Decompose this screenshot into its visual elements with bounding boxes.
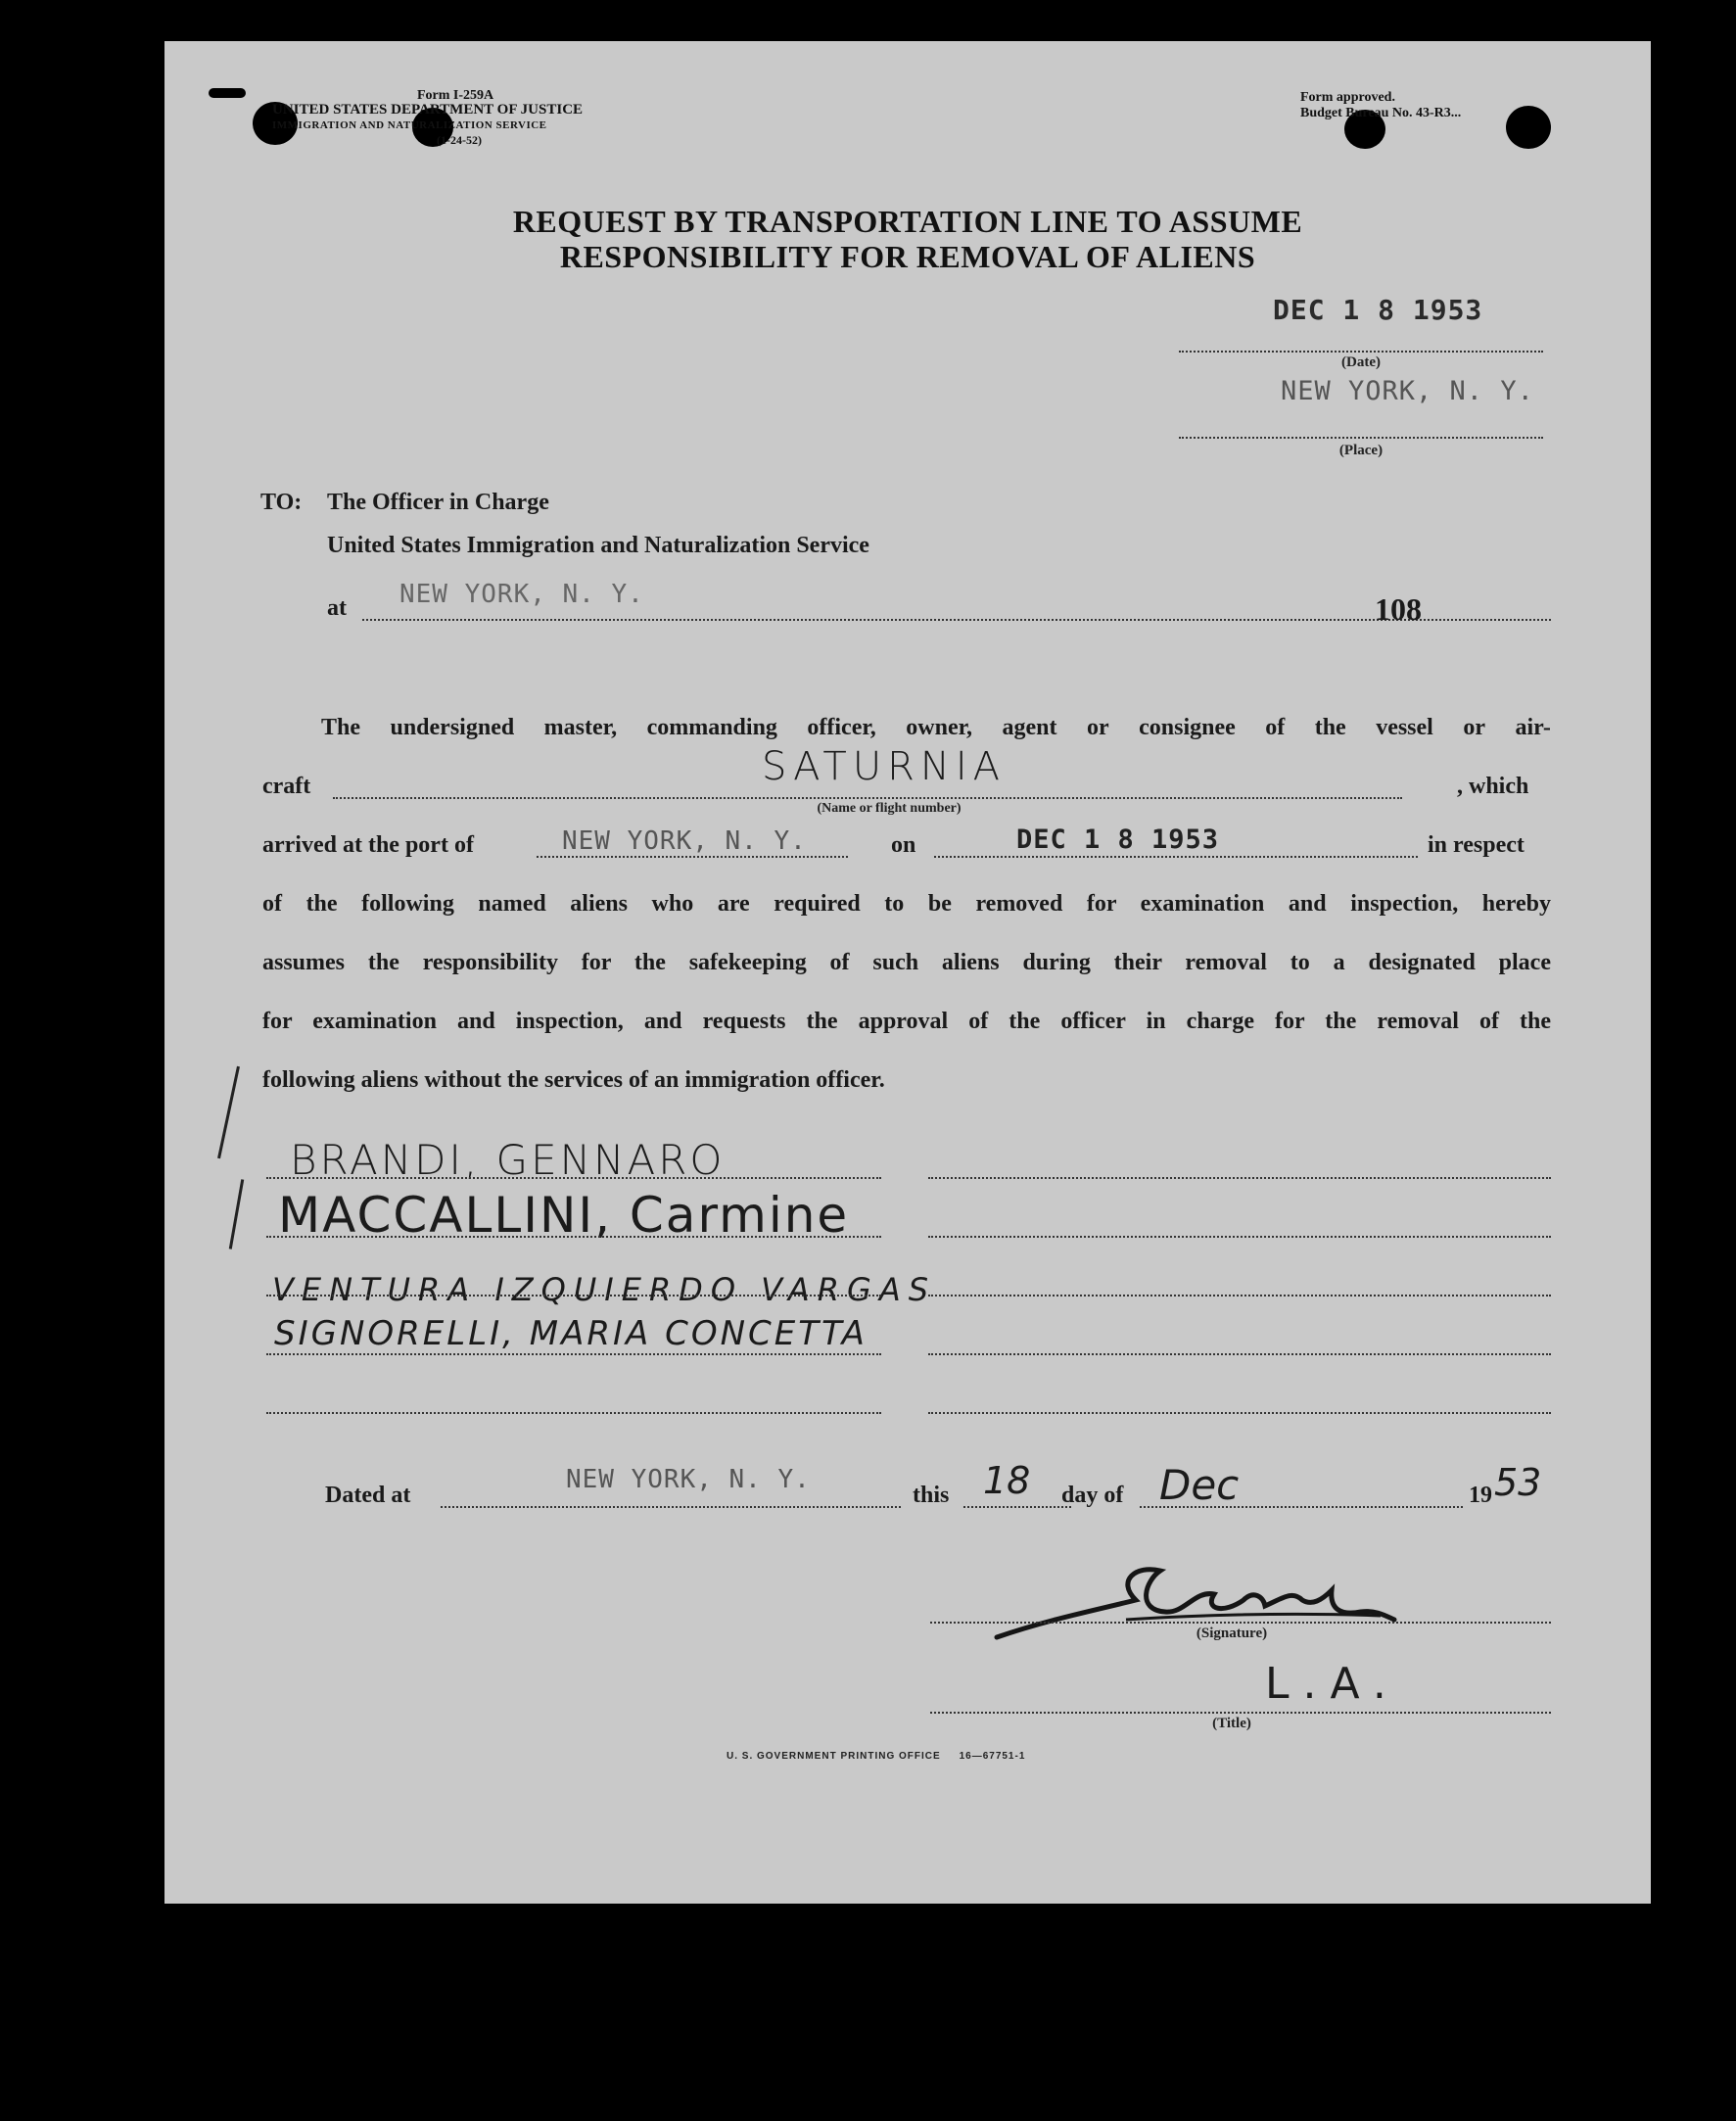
paragraph-line1-word: consignee bbox=[1139, 715, 1236, 740]
punch-hole-right bbox=[1506, 106, 1551, 149]
name-line-left-3 bbox=[266, 1295, 881, 1296]
signature-caption: (Signature) bbox=[1196, 1626, 1268, 1641]
which-label: , which bbox=[1457, 774, 1529, 799]
arrived-label: arrived at the port of bbox=[262, 832, 474, 858]
paragraph-line1-word: The bbox=[321, 715, 361, 740]
alien-name-4: SIGNORELLI, MARIA CONCETTA bbox=[274, 1314, 868, 1353]
at-place-stamp: NEW YORK, N. Y. bbox=[399, 580, 644, 609]
name-line-right-4 bbox=[928, 1353, 1551, 1355]
place-caption: (Place) bbox=[1338, 443, 1384, 458]
at-line bbox=[362, 619, 1551, 621]
to-label: TO: bbox=[260, 490, 303, 515]
alien-name-2: MACCALLINI, Carmine bbox=[278, 1187, 850, 1244]
port-line bbox=[537, 856, 848, 858]
margin-tick-1 bbox=[217, 1066, 240, 1159]
month-value: Dec bbox=[1159, 1461, 1240, 1509]
paragraph-line1-word: the bbox=[1314, 715, 1346, 740]
name-line-left-4 bbox=[266, 1353, 881, 1355]
paragraph-line1-word: undersigned bbox=[390, 715, 515, 740]
name-line-right-3 bbox=[928, 1295, 1551, 1296]
vessel-caption: (Name or flight number) bbox=[817, 801, 962, 816]
date-line bbox=[1179, 351, 1543, 353]
this-label: this bbox=[913, 1483, 950, 1508]
place-stamp: NEW YORK, N. Y. bbox=[1281, 376, 1534, 406]
printing-office-note: U. S. GOVERNMENT PRINTING OFFICE 16—67751-1 bbox=[727, 1751, 1026, 1762]
dated-at-label: Dated at bbox=[325, 1483, 411, 1508]
paragraph-line6: for examination and inspection, and requests the approval of the officer in charge for the removal of the bbox=[262, 1009, 1551, 1034]
title-caption: (Title) bbox=[1212, 1716, 1251, 1731]
department-name: UNITED STATES DEPARTMENT OF JUSTICE bbox=[272, 102, 584, 118]
day-line bbox=[963, 1506, 1071, 1508]
on-label: on bbox=[891, 832, 916, 858]
place-line bbox=[1179, 437, 1543, 439]
port-stamp: NEW YORK, N. Y. bbox=[562, 826, 807, 856]
paragraph-line1-word: commanding bbox=[646, 715, 777, 740]
vessel-line bbox=[333, 797, 1402, 799]
margin-tick-2 bbox=[229, 1179, 244, 1249]
paragraph-line1-word: officer, bbox=[807, 715, 876, 740]
at-label: at bbox=[327, 595, 347, 621]
budget-bureau-number: Budget Bureau No. 43-R3... bbox=[1300, 106, 1462, 120]
paragraph-line5: assumes the responsibility for the safekeeping of such aliens during their removal to a designated place bbox=[262, 950, 1551, 975]
paragraph-line4: of the following named aliens who are required to be removed for examination and inspection, hereby bbox=[262, 891, 1551, 917]
paragraph-line1-word: air- bbox=[1515, 715, 1551, 740]
name-line-left-5 bbox=[266, 1412, 881, 1414]
name-line-left-1 bbox=[266, 1177, 881, 1179]
form-edition: (1-24-52) bbox=[437, 133, 482, 147]
paragraph-line1-word: or bbox=[1463, 715, 1485, 740]
arrival-date-line bbox=[934, 856, 1418, 858]
paragraph-line1-word: master, bbox=[543, 715, 618, 740]
paragraph-line1-word: agent bbox=[1002, 715, 1057, 740]
name-line-left-2 bbox=[266, 1236, 881, 1238]
respect-label: in respect bbox=[1428, 832, 1525, 858]
paragraph-line7: following aliens without the services of an immigration officer. bbox=[262, 1067, 885, 1093]
paragraph-line1-word: owner, bbox=[906, 715, 973, 740]
paragraph-line1-word: of bbox=[1265, 715, 1286, 740]
office-number: 108 bbox=[1375, 591, 1422, 627]
addressee-line2: United States Immigration and Naturalization Service bbox=[327, 533, 869, 558]
arrival-date-stamp: DEC 1 8 1953 bbox=[1016, 825, 1220, 855]
form-title-line1: REQUEST BY TRANSPORTATION LINE TO ASSUME bbox=[512, 204, 1303, 239]
service-name: IMMIGRATION AND NATURALIZATION SERVICE bbox=[272, 119, 547, 131]
paragraph-line1 bbox=[321, 715, 1551, 741]
paragraph-line1-word: or bbox=[1086, 715, 1109, 740]
vessel-name: SATURNIA bbox=[762, 744, 1006, 789]
day-value: 18 bbox=[983, 1459, 1031, 1502]
name-line-right-2 bbox=[928, 1236, 1551, 1238]
dated-place-stamp: NEW YORK, N. Y. bbox=[566, 1465, 811, 1494]
alien-name-1: BRANDI, GENNARO bbox=[290, 1136, 726, 1184]
form-approved: Form approved. bbox=[1300, 90, 1395, 105]
name-line-right-5 bbox=[928, 1412, 1551, 1414]
form-number: Form I-259A bbox=[417, 88, 494, 103]
ink-smudge-top-left bbox=[209, 88, 246, 98]
date-caption: (Date) bbox=[1341, 354, 1381, 370]
form-title-line2: RESPONSIBILITY FOR REMOVAL OF ALIENS bbox=[559, 239, 1256, 274]
year-suffix: 53 bbox=[1494, 1461, 1542, 1504]
addressee-line1: The Officer in Charge bbox=[327, 490, 549, 515]
year-prefix: 19 bbox=[1469, 1483, 1492, 1508]
craft-label: craft bbox=[262, 774, 311, 799]
form-page bbox=[164, 41, 1651, 1904]
day-of-label: day of bbox=[1061, 1483, 1124, 1508]
signer-title: L.A. bbox=[1265, 1659, 1400, 1709]
dated-place-line bbox=[441, 1506, 901, 1508]
signature-line bbox=[930, 1622, 1551, 1624]
date-stamp: DEC 1 8 1953 bbox=[1273, 294, 1483, 326]
title-line bbox=[930, 1712, 1551, 1714]
alien-name-3: VENTURA IZQUIERDO VARGAS bbox=[272, 1271, 937, 1308]
name-line-right-1 bbox=[928, 1177, 1551, 1179]
paragraph-line1-word: vessel bbox=[1376, 715, 1433, 740]
